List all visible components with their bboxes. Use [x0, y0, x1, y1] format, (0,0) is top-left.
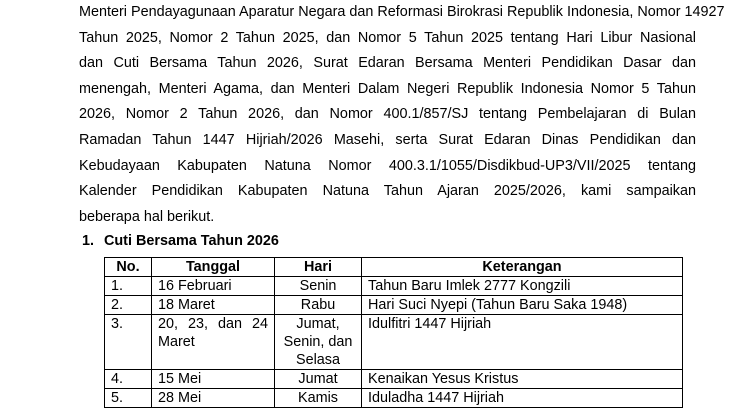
table-row [105, 370, 683, 389]
cell-hari [275, 389, 362, 408]
cell-tanggal [152, 296, 275, 315]
cell-no: 3. [105, 315, 152, 370]
cell-tanggal-line: Maret [158, 334, 195, 350]
cell-hari-line: Jumat, [296, 316, 340, 332]
cell-tanggal-line: 28 Mei [158, 390, 202, 406]
header-hari: Hari [275, 258, 362, 277]
header-no: No. [105, 258, 152, 277]
cell-tanggal-line: 20, 23, dan 24 [158, 316, 268, 332]
table-row [105, 315, 683, 370]
cell-tanggal [152, 389, 275, 408]
section-heading [82, 232, 279, 250]
paragraph-line: Kebudayaan Kabupaten Natuna Nomor 400.3.1/1055/Disdikbud-UP3/VII/2025 tentang [79, 157, 696, 174]
cell-hari-line: Rabu [300, 297, 336, 313]
cell-hari [275, 277, 362, 296]
table-row [105, 277, 683, 296]
paragraph-line: menengah, Menteri Agama, dan Menteri Dalam Negeri Republik Indonesia Nomor 5 Tahun [79, 80, 696, 97]
cell-hari-line: Kamis [298, 390, 338, 406]
cell-keterangan: Kenaikan Yesus Kristus [362, 370, 683, 389]
cell-hari [275, 296, 362, 315]
cell-no: 5. [105, 389, 152, 408]
cell-keterangan: Hari Suci Nyepi (Tahun Baru Saka 1948) [362, 296, 683, 315]
paragraph-line: Kalender Pendidikan Kabupaten Natuna Tahun Ajaran 2025/2026, kami sampaikan [79, 183, 696, 200]
paragraph-line: Menteri Pendayagunaan Aparatur Negara dan Reformasi Birokrasi Republik Indonesia, Nomor 14927 [79, 4, 725, 20]
section-number: 1. [82, 233, 95, 249]
cell-tanggal-line: 15 Mei [158, 371, 202, 387]
cell-tanggal-line: 16 Februari [158, 278, 232, 294]
cell-tanggal [152, 315, 275, 370]
cell-keterangan: Tahun Baru Imlek 2777 Kongzili [362, 277, 683, 296]
cell-keterangan: Iduladha 1447 Hijriah [362, 389, 683, 408]
table-row [105, 296, 683, 315]
header-tanggal: Tanggal [152, 258, 275, 277]
paragraph-line: beberapa hal berikut. [79, 208, 215, 225]
cell-keterangan: Idulfitri 1447 Hijriah [362, 315, 683, 370]
cell-hari-line: Senin [299, 278, 337, 294]
paragraph-line: Tahun 2025, Nomor 2 Tahun 2025, dan Nomor 5 Tahun 2025 tentang Hari Libur Nasional [79, 29, 696, 46]
cell-hari-line: Selasa [295, 352, 340, 368]
cell-tanggal-line: 18 Maret [158, 297, 215, 313]
paragraph-line: 2026, Nomor 2 Tahun 2026, dan Nomor 400.1/857/SJ tentang Pembelajaran di Bulan [79, 106, 696, 123]
cell-hari-line: Jumat [298, 371, 338, 387]
paragraph-line: Ramadan Tahun 1447 Hijriah/2026 Masehi, serta Surat Edaran Dinas Pendidikan dan [79, 131, 696, 148]
section-title: Cuti Bersama Tahun 2026 [104, 233, 279, 249]
cell-no: 1. [105, 277, 152, 296]
cell-hari [275, 315, 362, 370]
cell-no: 4. [105, 370, 152, 389]
table-row [105, 389, 683, 408]
cell-hari-line: Senin, dan [283, 334, 353, 350]
cell-tanggal [152, 370, 275, 389]
cell-no: 2. [105, 296, 152, 315]
paragraph-line: dan Cuti Bersama Tahun 2026, Surat Edaran Bersama Menteri Pendidikan Dasar dan [79, 55, 696, 72]
table-header-row [105, 258, 683, 277]
body-paragraph [79, 0, 725, 230]
cell-tanggal [152, 277, 275, 296]
cuti-bersama-table [104, 257, 683, 408]
cell-hari [275, 370, 362, 389]
header-keterangan: Keterangan [362, 258, 683, 277]
